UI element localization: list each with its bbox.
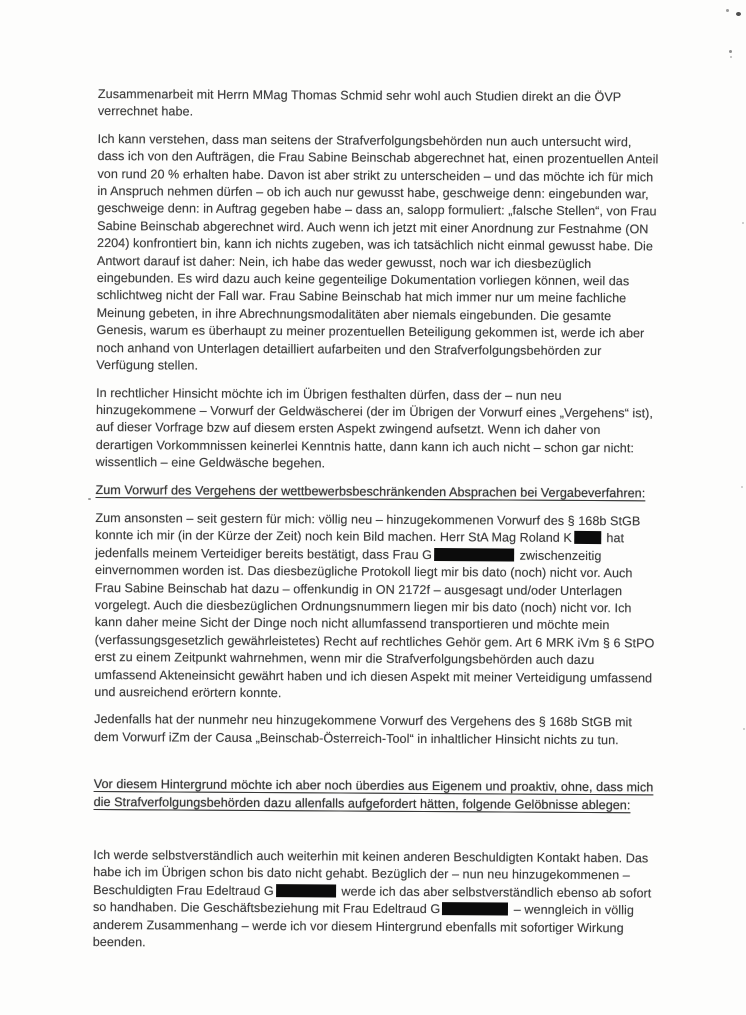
paragraph [96, 384, 659, 474]
text-run: zwischenzeitig einvernommen worden ist. Das diesbezügliche Protokoll liegt mir bis dato (noch) nicht vor. Auch Frau Sabine Beinschab hat dazu – offenkundig in ON 2172f – ausgesagt und/oder Unterlagen vorgelegt. Auch die diesbezüglichen Ordnungsnummern liegen mir bis dato (noch) nicht vor. Ich kann daher meine Sicht der Dinge noch nicht allumfassend transportieren und möchte mein (verfassungsgesetzlich gewährleistetes) Recht auf rechtliches Gehör gem. Art 6 MRK iVm § 6 StPO erst zu einem Zeitpunkt wahrnehmen, wenn mir die Strafverfolgungsbehörden auch dazu umfassend Akteneinsicht gewährt haben und ich diesen Aspekt mit meiner Verteidigung umfassend und ausreichend erörtern konnte. [94, 548, 655, 701]
scan-speck [743, 728, 745, 730]
paragraph [96, 131, 659, 378]
text-run: – wenngleich in völlig anderem Zusammenhang – werde ich vor diesem Hintergrund ebenfalls mit sofortiger Wirkung beenden. [92, 902, 634, 950]
text-run: Zusammenarbeit mit Herrn MMag Thomas Schmid sehr wohl auch Studien direkt an die ÖVP verrechnet habe. [97, 86, 622, 119]
text-run: Vor diesem Hintergrund möchte ich aber noch überdies aus Eigenem und proaktiv, ohne, dass mich die Strafverfolgungsbehörden dazu allenfalls aufgefordert hätten, folgende Gelöbnisse ablegen: [93, 777, 654, 812]
text-run: werde ich das aber selbstverständlich ebenso ab sofort so handhaben. Die Geschäftsbeziehung mit Frau Edeltraud G [92, 884, 652, 917]
scan-speck [88, 498, 91, 500]
paragraph [93, 847, 656, 955]
text-run: Ich werde selbstverständlich auch weiterhin mit keinen anderen Beschuldigten Kontakt haben. Das habe ich im Übrigen schon bis dato nicht gehabt. Bezüglich der – nun neu hinzugekommenen – Beschuldigten Frau Edeltraud G [93, 848, 649, 898]
redaction-box [434, 548, 514, 561]
scan-speck [729, 50, 732, 53]
scan-speck [742, 222, 744, 224]
text-run: In rechtlicher Hinsicht möchte ich im Übrigen festhalten dürfen, dass der – nun neu hinzugekommene – Vorwurf der Geldwäscherei (der im Übrigen der Vorwurf eines „Vergehens“ ist), auf dieser Vorfrage bzw auf diesem ersten Aspekt zwingend aufsetzt. Wenn ich daher von derartigen Vorkommnissen keinerlei Kenntnis hatte, dann kann ich auch nicht – schon gar nicht: wissentlich – eine Geldwäsche begehen. [95, 385, 654, 471]
text-run: Zum ansonsten – seit gestern für mich: völlig neu – hinzugekommenen Vorwurf des § 168b StGB konnte ich mir (in der Kürze der Zeit) noch kein Bild machen. Herr StA Mag Roland K [95, 510, 641, 546]
scan-speck [730, 56, 732, 58]
paragraph [94, 711, 656, 749]
redaction-box [276, 884, 336, 897]
section-heading [94, 776, 656, 814]
redaction-box [574, 531, 601, 544]
paragraph [94, 510, 657, 705]
text-run: hat jedenfalls meinem Verteidiger bereits bestätigt, dass Frau G [95, 531, 625, 562]
text-run: Zum Vorwurf des Vergehens der wettbewerbsbeschränkenden Absprachen bei Vergabeverfahren: [95, 482, 646, 500]
section-heading [95, 482, 657, 503]
text-run: Ich kann verstehen, dass man seitens der Strafverfolgungsbehörden nun auch untersucht wird, dass ich von den Aufträgen, die Frau Sabine Beinschab abgerechnet hat, einen prozentuellen Anteil von rund 20 % erhalten habe. Davon ist aber strikt zu unterscheiden – und das möchte ich für mich in Anspruch nehmen dürfen – ob ich auch nur gewusst habe, geschweige denn: eingebunden war, geschweige denn: in Auftrag gegeben habe – dass an, salopp formuliert: „falsche Stellen“, von Frau Sabine Beinschab abgerechnet wird. Auch wenn ich jetzt mit einer Anordnung zur Festnahme (ON 2204) konfrontiert bin, kann ich nichts zugeben, was ich tatsächlich nicht einmal gewusst habe. Die Antwort darauf ist daher: Nein, ich habe das weder gewusst, noch war ich diesbezüglich eingebunden. Es wird dazu auch keine gegenteilige Dokumentation vorliegen können, weil das schlichtweg nicht der Fall war. Frau Sabine Beinschab hat mich immer nur um meine fachliche Meinung gebeten, in ihre Abrechnungsmodalitäten aber niemals eingebunden. Die gesamte Genesis, warum es überhaupt zu meiner prozentuellen Beteiligung gekommen ist, werde ich aber noch anhand von Unterlagen detailliert aufarbeiten und den Strafverfolgungsbehörden zur Verfügung stellen. [96, 131, 659, 373]
redaction-box [442, 902, 508, 915]
scan-speck [741, 486, 743, 488]
scan-speck [726, 9, 729, 12]
document-body [93, 86, 660, 965]
text-run: Jedenfalls hat der nunmehr neu hinzugekommene Vorwurf des Vergehens des § 168b StGB mit dem Vorwurf iZm der Causa „Beinschab-Österreich-Tool“ in inhaltlicher Hinsicht nichts zu tun. [93, 712, 632, 748]
paragraph [98, 86, 660, 124]
scan-speck [736, 12, 741, 16]
